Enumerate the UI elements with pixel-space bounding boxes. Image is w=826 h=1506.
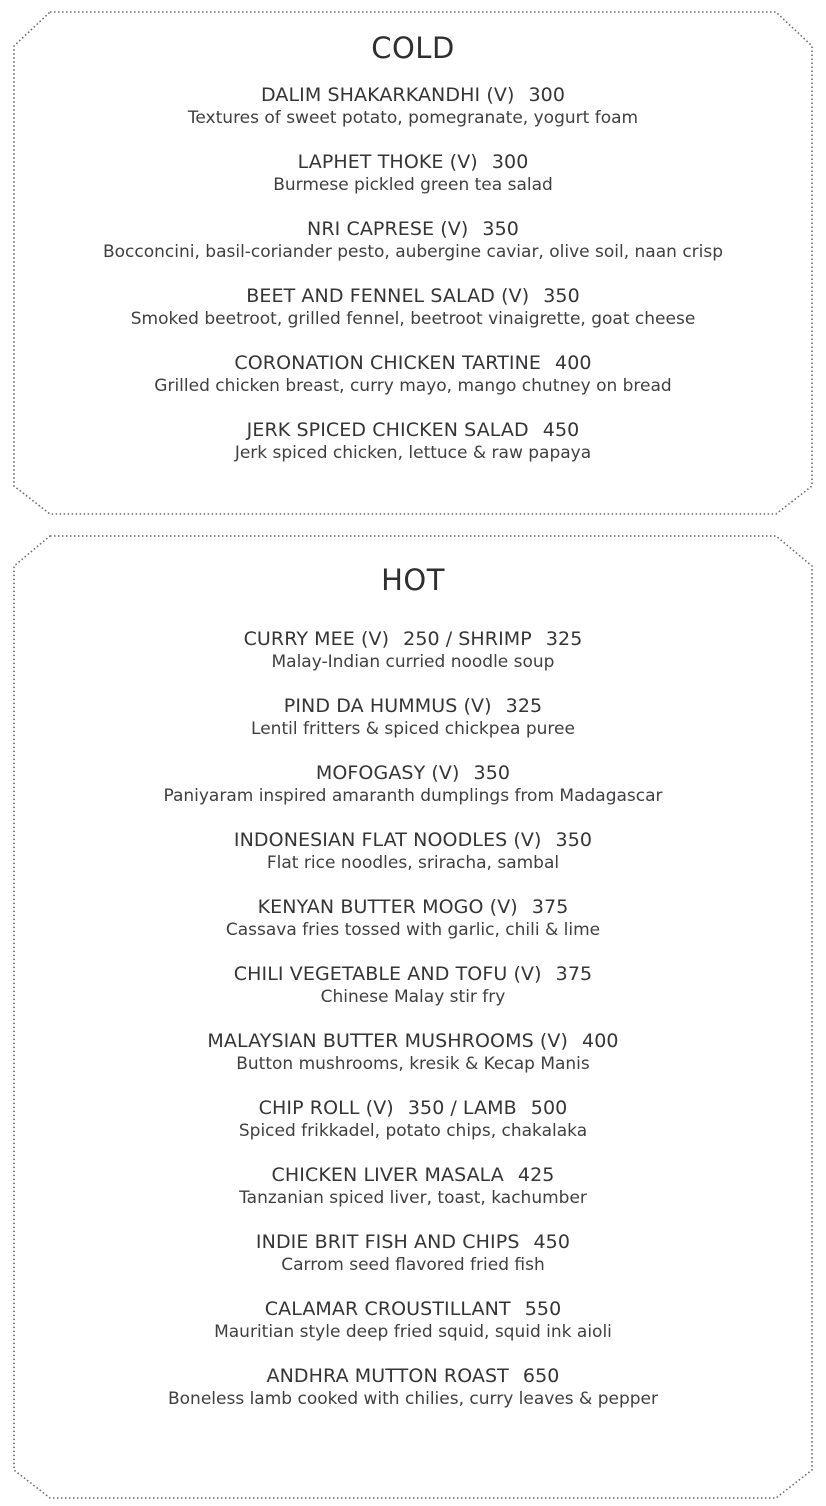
item-description: Carrom seed flavored fried fish [281,1255,545,1275]
menu-item [0,1163,826,1230]
item-alt-name: SHRIMP [458,628,532,650]
item-description: Boneless lamb cooked with chilies, curry leaves & pepper [167,1389,658,1409]
item-name: ANDHRA MUTTON ROAST [266,1365,509,1387]
item-name: JERK SPICED CHICKEN SALAD [246,419,529,441]
menu-item [0,351,826,418]
cold-menu-panel [0,0,826,520]
item-price: 300 [528,84,566,106]
item-price: 250 [403,628,440,650]
item-price: 375 [555,963,593,985]
item-price: 650 [522,1365,560,1387]
item-name: INDONESIAN FLAT NOODLES (V) [233,829,542,851]
item-price: 350 [482,218,519,240]
item-name: MALAYSIAN BUTTER MUSHROOMS (V) [207,1030,569,1052]
item-price: 350 [473,762,511,784]
item-price: 450 [542,419,580,441]
price-separator: / [445,628,453,650]
item-description: Bocconcini, basil-coriander pesto, aubergine caviar, olive soil, naan crisp [102,242,724,262]
item-name: CALAMAR CROUSTILLANT [264,1298,511,1320]
item-price: 375 [531,896,569,918]
item-price: 350 [555,829,593,851]
item-description: Smoked beetroot, grilled fennel, beetroot vinaigrette, goat cheese [130,309,696,329]
item-price: 325 [505,695,543,717]
menu-item [0,284,826,351]
hot-section-title: HOT [381,563,445,597]
menu-item [0,217,826,284]
item-name: CHICKEN LIVER MASALA [271,1164,504,1186]
menu-item [0,1230,826,1297]
item-name: CURRY MEE (V) [243,628,390,650]
price-separator: / [450,1097,457,1119]
item-description: Grilled chicken breast, curry mayo, mango chutney on bread [154,376,672,396]
item-description: Cassava fries tossed with garlic, chili & lime [225,920,601,940]
menu-item [0,1096,826,1163]
menu-item [0,828,826,895]
menu-item [0,1297,826,1364]
item-name: KENYAN BUTTER MOGO (V) [257,896,518,918]
menu-item [0,761,826,828]
item-price: 350 [407,1097,445,1119]
item-price: 350 [543,285,580,307]
item-description: Flat rice noodles, sriracha, sambal [266,853,560,873]
item-description: Paniyaram inspired amaranth dumplings from Madagascar [163,786,663,806]
menu-item [0,627,826,694]
menu-item [0,83,826,150]
menu-item [0,1364,826,1431]
item-price: 400 [582,1030,619,1052]
item-name: NRI CAPRESE (V) [307,218,469,240]
item-name: CHILI VEGETABLE AND TOFU (V) [233,963,542,985]
item-name: MOFOGASY (V) [315,762,460,784]
item-price: 550 [524,1298,562,1320]
item-description: Burmese pickled green tea salad [273,175,553,195]
hot-menu-panel [0,532,826,1506]
item-name: INDIE BRIT FISH AND CHIPS [255,1231,520,1253]
item-alt-price: 500 [530,1097,568,1119]
item-description: Spiced frikkadel, potato chips, chakalaka [238,1121,588,1141]
item-description: Malay-Indian curried noodle soup [271,652,555,672]
item-description: Lentil fritters & spiced chickpea puree [251,719,575,739]
item-name: BEET AND FENNEL SALAD (V) [246,285,530,307]
item-description: Textures of sweet potato, pomegranate, yogurt foam [187,108,639,128]
item-name: DALIM SHAKARKANDHI (V) [260,84,515,106]
item-description: Tanzanian spiced liver, toast, kachumber [239,1188,587,1208]
menu-item [0,1029,826,1096]
item-name: PIND DA HUMMUS (V) [283,695,492,717]
item-alt-name: LAMB [462,1097,517,1119]
menu-item [0,895,826,962]
item-description: Mauritian style deep fried squid, squid ink aioli [214,1322,612,1342]
hot-section [0,562,826,1431]
item-name: CHIP ROLL (V) [258,1097,394,1119]
item-description: Chinese Malay stir fry [320,987,506,1007]
item-price: 300 [491,151,529,173]
item-price: 425 [517,1164,555,1186]
menu-item [0,150,826,217]
menu-item [0,418,826,485]
item-name: LAPHET THOKE (V) [297,151,478,173]
item-description: Jerk spiced chicken, lettuce & raw papaya [234,443,592,463]
item-price: 400 [555,352,592,374]
cold-menu-list [0,83,826,485]
cold-section-title: COLD [371,31,455,65]
item-name: CORONATION CHICKEN TARTINE [234,352,542,374]
item-description: Button mushrooms, kresik & Kecap Manis [236,1054,590,1074]
item-alt-price: 325 [545,628,583,650]
item-price: 450 [533,1231,571,1253]
cold-section [0,30,826,485]
hot-menu-list [0,627,826,1431]
menu-item [0,962,826,1029]
menu-item [0,694,826,761]
